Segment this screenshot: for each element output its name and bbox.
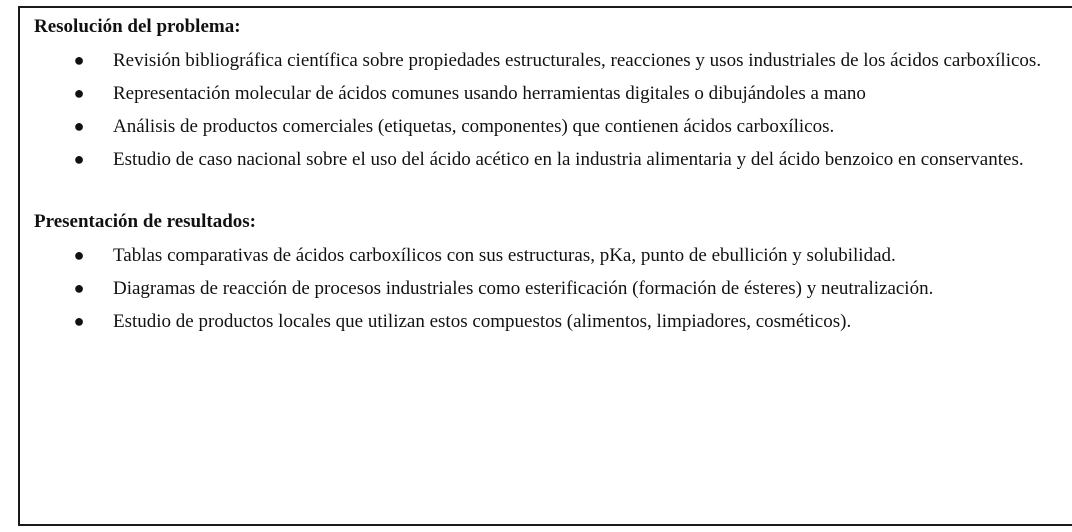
bullet-icon: ●: [73, 245, 85, 265]
list-item: [34, 44, 1058, 77]
section-resolucion: [34, 14, 1058, 176]
list-item-text: Representación molecular de ácidos comunes usando herramientas digitales o dibujándoles a mano: [113, 83, 866, 104]
section-resultados: [34, 209, 1058, 338]
list-item-text: Análisis de productos comerciales (etiquetas, componentes) que contienen ácidos carboxílicos.: [113, 116, 835, 137]
section-heading: Resolución del problema:: [34, 16, 241, 37]
bullet-list: [34, 44, 1058, 176]
list-item: [34, 239, 1058, 272]
list-item-text: Diagramas de reacción de procesos industriales como esterificación (formación de ésteres) y neutralización.: [113, 278, 934, 299]
list-item: [34, 305, 1058, 338]
bullet-icon: ●: [73, 149, 85, 169]
list-item-text: Estudio de productos locales que utilizan estos compuestos (alimentos, limpiadores, cosméticos).: [113, 311, 852, 332]
list-item-text: Revisión bibliográfica científica sobre propiedades estructurales, reacciones y usos industriales de los ácidos carboxílicos.: [113, 50, 1042, 71]
list-item: [34, 272, 1058, 305]
list-item: [34, 110, 1058, 143]
section-spacer: [34, 176, 1058, 209]
list-item-text: Estudio de caso nacional sobre el uso del ácido acético en la industria alimentaria y del ácido benzoico en conservantes.: [113, 149, 1024, 170]
section-heading: Presentación de resultados:: [34, 211, 257, 232]
bullet-icon: ●: [73, 311, 85, 331]
list-item-text: Tablas comparativas de ácidos carboxílicos con sus estructuras, pKa, punto de ebullición y solubilidad.: [113, 245, 896, 266]
bullet-icon: ●: [73, 278, 85, 298]
list-item: [34, 143, 1058, 176]
bullet-list: [34, 239, 1058, 338]
list-item: [34, 77, 1058, 110]
bullet-icon: ●: [73, 83, 85, 103]
document-content: [34, 14, 1058, 338]
bullet-icon: ●: [73, 50, 85, 70]
bullet-icon: ●: [73, 116, 85, 136]
